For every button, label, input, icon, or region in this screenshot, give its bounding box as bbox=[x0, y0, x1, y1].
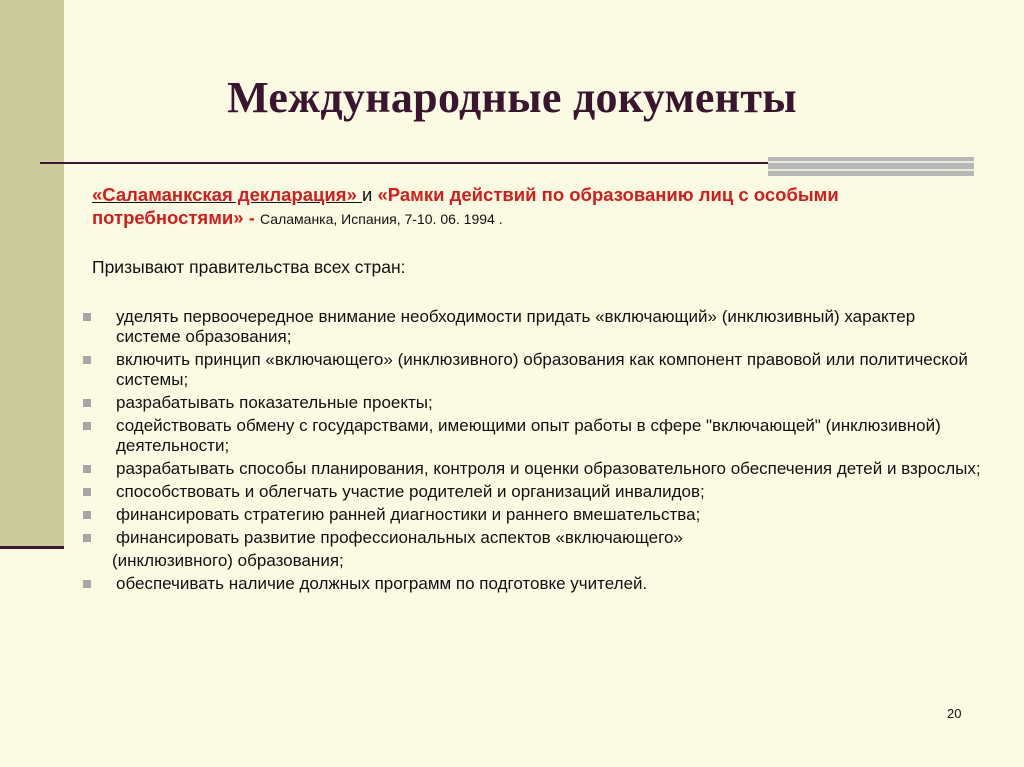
list-item-text: включить принцип «включающего» (инклюзивного) образования как компонент правовой или политической системы; bbox=[116, 350, 968, 389]
square-bullet-icon bbox=[83, 511, 91, 519]
side-bar-rule bbox=[0, 546, 64, 549]
title-accent-stripes bbox=[768, 157, 974, 176]
slide-title: Международные документы bbox=[227, 73, 797, 122]
intro-text: Призывают правительства всех стран: bbox=[92, 257, 406, 277]
list-item-text: разрабатывать способы планирования, контроля и оценки образовательного обеспечения детей и взрослых; bbox=[116, 459, 981, 478]
square-bullet-icon bbox=[83, 488, 91, 496]
square-bullet-icon bbox=[83, 313, 91, 321]
framework-for-action: «Рамки действий по образованию лиц с особыми потребностями» bbox=[92, 184, 839, 228]
subtitle-dash: - bbox=[243, 207, 261, 228]
salamanca-declaration: «Саламанкская декларация» bbox=[92, 184, 363, 205]
list-item bbox=[82, 505, 982, 525]
list-item-text: способствовать и облегчать участие родителей и организаций инвалидов; bbox=[116, 482, 705, 501]
list-item-continuation: (инклюзивного) образования; bbox=[112, 551, 344, 570]
list-item-text: финансировать стратегию ранней диагностики и раннего вмешательства; bbox=[116, 505, 701, 524]
list-item-text: содействовать обмену с государствами, имеющими опыт работы в сфере "включающей" (инклюзивной) деятельности; bbox=[116, 416, 941, 455]
place-and-date: Саламанка, Испания, 7-10. 06. 1994 . bbox=[260, 211, 503, 227]
list-item-text: уделять первоочередное внимание необходимости придать «включающий» (инклюзивный) характер системе образования; bbox=[116, 307, 916, 346]
square-bullet-icon bbox=[83, 580, 91, 588]
list-item-text: финансировать развитие профессиональных аспектов «включающего» bbox=[116, 528, 683, 547]
square-bullet-icon bbox=[83, 465, 91, 473]
page-number: 20 bbox=[947, 706, 962, 721]
list-item bbox=[82, 416, 982, 456]
subtitle-joiner: и bbox=[362, 184, 373, 205]
square-bullet-icon bbox=[83, 534, 91, 542]
square-bullet-icon bbox=[83, 356, 91, 364]
square-bullet-icon bbox=[83, 399, 91, 407]
documents-subtitle bbox=[92, 183, 942, 231]
list-item bbox=[82, 350, 982, 390]
list-item bbox=[82, 307, 982, 347]
list-item-text: разрабатывать показательные проекты; bbox=[116, 393, 433, 412]
list-item bbox=[82, 574, 982, 594]
square-bullet-icon bbox=[83, 422, 91, 430]
list-item bbox=[82, 482, 982, 502]
list-item bbox=[82, 459, 982, 479]
list-item bbox=[82, 393, 982, 413]
bullet-list bbox=[82, 307, 982, 597]
list-item bbox=[82, 528, 982, 548]
list-item-text: обеспечивать наличие должных программ по подготовке учителей. bbox=[116, 574, 648, 593]
